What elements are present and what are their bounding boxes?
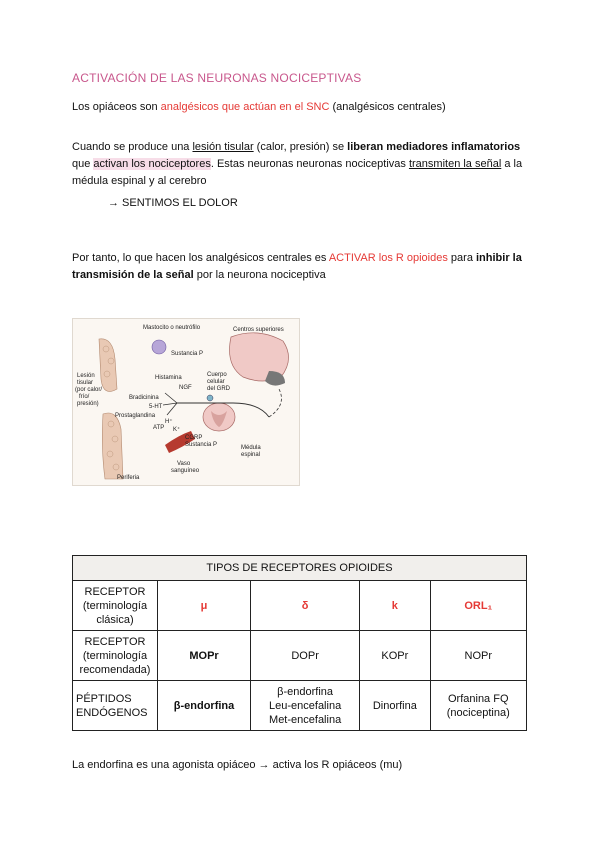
label-histamina: Histamina [155,375,182,381]
table-cell: KOPr [360,631,430,681]
label-cuerpo: Cuerpo [207,372,227,378]
label-ngf: NGF [179,385,192,391]
page-title: ACTIVACIÓN DE LAS NEURONAS NOCICEPTIVAS [72,71,362,85]
opioid-receptor-table [72,555,527,731]
label-sustancia-p-2: Sustancia P [185,442,218,448]
paragraph-analgesicos [72,250,532,284]
text: que [72,158,94,170]
text: a la médula espinal y al cerebro [72,158,523,187]
table-cell: NOPr [430,631,526,681]
label-atp: ATP [153,425,165,431]
label-centros: Centros superiores [233,327,284,333]
label-5ht: 5-HT [149,404,163,410]
label-medula: Médula [241,445,261,451]
label-cgrp: CGRP [185,435,203,441]
label-h: H⁺ [165,419,173,425]
table-row [73,631,527,681]
table-cell: δ [251,581,360,631]
label-lesion: tisular [77,380,94,386]
highlighted-text: activan los nociceptores [93,158,211,170]
underlined-text: lesión tisular [192,141,254,153]
label-prostaglandina: Prostaglandina [115,413,156,419]
label-lesion: presión) [77,401,99,407]
text: por la neurona nociceptiva [193,269,326,281]
text: (analgésicos centrales) [329,101,446,113]
label-mastocito: Mastocito o neutrófilo [143,325,201,331]
ascending-path [269,389,281,417]
label-k: K⁺ [173,427,181,433]
label-sustancia-p: Sustancia P [171,351,204,357]
tissue-bottom [102,413,123,479]
label-lesion: frío/ [79,394,90,400]
figure-illustration [73,319,299,485]
text: Cuando se produce una [72,141,193,153]
table-row [73,681,527,731]
row-label: RECEPTOR (terminología clásica) [73,581,158,631]
bold-text: liberan mediadores inflamatorios [347,141,521,153]
paragraph-opiaceos [72,99,532,116]
label-periferia: Periferia [117,475,140,481]
bold-text: inhibir la transmisión de la señal [72,252,522,281]
footer-note: La endorfina es una agonista opiáceo → activa los R opiáceos (mu) [72,759,403,771]
underlined-text: transmiten la señal [408,158,502,170]
text: (calor, presión) se [253,141,348,153]
label-medula: espinal [241,452,261,458]
text: Los opiáceos son [72,101,161,113]
table-cell: μ [158,581,251,631]
table-cell: Orfanina FQ (nociceptina) [430,681,526,731]
text: para [447,252,476,264]
paragraph-lesion [72,139,532,190]
table-row [73,581,527,631]
table-cell: β-endorfina [158,681,251,731]
table-cell: DOPr [251,631,360,681]
label-lesion: Lesión [77,373,95,379]
drg-cell-body [207,395,213,401]
table-header: TIPOS DE RECEPTORES OPIOIDES [73,556,527,581]
table-cell: ORL₁ [430,581,526,631]
table-header-row [73,556,527,581]
label-bradicinina: Bradicinina [129,395,159,401]
label-vaso: Vaso [177,461,191,467]
table-cell: Dinorfina [360,681,430,731]
label-grd: del GRD [207,386,231,392]
conclusion-line: → SENTIMOS EL DOLOR [108,197,238,209]
text: . Estas neuronas neuronas nociceptivas [210,158,409,170]
table-cell: k [360,581,430,631]
label-lesion: (por calor/ [75,387,103,393]
text: Por tanto, lo que hacen los analgésicos centrales es [72,252,329,264]
row-label: PÉPTIDOS ENDÓGENOS [73,681,158,731]
row-label: RECEPTOR (terminología recomendada) [73,631,158,681]
table-cell: β-endorfina Leu-encefalina Met-encefalina [251,681,360,731]
table-cell: MOPr [158,631,251,681]
highlight-text: ACTIVAR los R opioides [328,252,448,264]
highlight-text: analgésicos que actúan en el SNC [160,101,330,113]
nociceptor-figure [72,318,300,486]
label-vaso: sanguíneo [171,468,200,474]
nerve-endings [163,393,177,415]
label-celular: celular [207,379,225,385]
mast-cell [152,340,166,354]
